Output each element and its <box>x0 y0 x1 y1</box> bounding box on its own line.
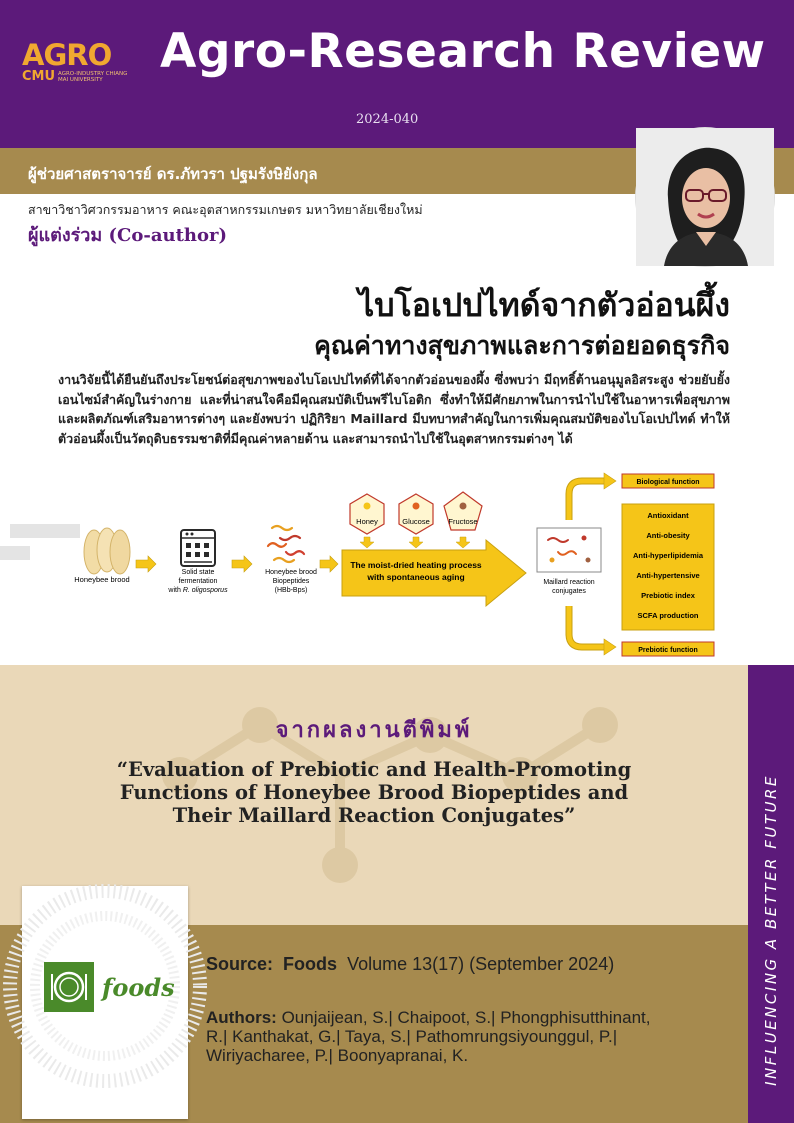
author-affiliation: สาขาวิชาวิศวกรรมอาหาร คณะอุตสาหกรรมเกษตร มหาวิทยาลัยเชียงใหม่ <box>28 202 423 217</box>
paper-title-line: Their Maillard Reaction Conjugates” <box>172 804 576 827</box>
paper-title <box>74 758 674 827</box>
tagline: INFLUENCING A BETTER FUTURE <box>762 774 780 1086</box>
decorative-bar <box>0 546 30 560</box>
step-biopeptides-line3: (HBb-Bps) <box>274 587 308 594</box>
logo-subtext: AGRO-INDUSTRY CHIANG MAI UNIVERSITY <box>58 71 128 83</box>
decorative-bar <box>10 524 80 538</box>
function-item: Anti-obesity <box>646 531 690 540</box>
sugar-glucose-label: Glucose <box>402 517 430 526</box>
function-item: Prebiotic index <box>641 591 695 600</box>
authors-block <box>206 1008 676 1065</box>
step-fermentation-line1: Solid state <box>181 569 215 576</box>
source-label: Source: <box>206 954 274 974</box>
authors-text: Ounjaijean, S.| Chaipoot, S.| Phongphisutthinant, R.| Kanthakat, G.| Taya, S.| Pathomrungsiyounggul, P.| Wiriyacharee, P.| Boonyapranai, K. <box>206 1008 651 1065</box>
biological-function-label: Biological function <box>636 479 700 486</box>
headline-main: ไบโอเปปไทด์จากตัวอ่อนผึ้ง <box>358 286 730 324</box>
conjugates-label-line2: conjugates <box>552 588 586 595</box>
author-photo <box>636 128 774 266</box>
publication-label: จากผลงานตีพิมพ์ <box>275 718 473 743</box>
function-item: SCFA production <box>637 611 699 620</box>
process-label-line1: The moist-dried heating process <box>350 560 482 570</box>
source-line <box>206 954 614 975</box>
conjugates-box <box>537 528 601 572</box>
conjugates-label-line1: Maillard reaction <box>543 579 595 586</box>
sugar-honey-label: Honey <box>356 517 378 526</box>
foods-logo-icon <box>44 962 94 1012</box>
abstract-text: งานวิจัยนี้ได้ยืนยันถึงประโยชน์ต่อสุขภาพของไบโอเปปไทด์ที่ได้จากตัวอ่อนของผึ้ง ซึ่งพบว่า มีฤทธิ์ต้านอนุมูลอิสระสูง ช่วยยับยั้งเอนไซม์สำคัญในร่างกาย และที่น่าสนใจคือมีคุณสมบัติเป็นพรีไบโอติก ซึ่งทำให้มีศักยภาพในการนำไปใช้ในอาหารเพื่อสุขภาพและผลิตภัณฑ์เสริมอาหารต่างๆ และยังพบว่า ปฏิกิริยา Maillard มีบทบาทสำคัญในการเพิ่มคุณสมบัติของไบโอเปปไทด์ ทำให้ตัวอ่อนผึ้งเป็นวัตถุดิบธรรมชาติที่มีคุณค่าหลายด้าน และสามารถนำไปใช้ในอุตสาหกรรมต่างๆ ได้ <box>58 372 730 446</box>
journal-logo-text: foods <box>102 973 175 1002</box>
step-biopeptides-line1: Honeybee brood <box>265 569 317 576</box>
prebiotic-function-label: Prebiotic function <box>638 647 698 654</box>
issue-number: 2024-040 <box>356 112 419 127</box>
page-title: Agro-Research Review <box>160 24 766 79</box>
fermenter-icon <box>181 530 215 566</box>
step-biopeptides-line2: Biopeptides <box>272 578 310 585</box>
authors-label: Authors: <box>206 1008 277 1027</box>
sugar-fructose-label: Fructose <box>448 517 478 526</box>
author-role: ผู้แต่งร่วม (Co-author) <box>28 225 228 246</box>
author-name: ผู้ช่วยศาสตราจารย์ ดร.ภัทวรา ปฐมรังษิยังกุล <box>28 165 318 183</box>
headline-sub: คุณค่าทางสุขภาพและการต่อยอดธุรกิจ <box>314 331 730 360</box>
function-item: Antioxidant <box>647 511 689 520</box>
paper-title-line: “Evaluation of Prebiotic and Health-Promoting <box>116 758 632 781</box>
function-item: Anti-hyperlipidemia <box>632 551 704 560</box>
step-fermentation-line3: with R. oligosporus <box>168 587 228 594</box>
step-fermentation-line2: fermentation <box>178 578 218 585</box>
logo-main-text: AGRO <box>22 38 112 72</box>
process-label-line2: with spontaneous aging <box>367 572 465 582</box>
paper-title-line: Functions of Honeybee Brood Biopeptides and <box>119 781 629 804</box>
journal-cover <box>22 886 188 1119</box>
process-diagram <box>74 472 748 660</box>
function-item: Anti-hypertensive <box>636 571 700 580</box>
honeybee-brood-icon <box>84 528 130 574</box>
source-journal: Foods <box>283 954 338 974</box>
step-honeybee-brood: Honeybee brood <box>74 575 130 584</box>
logo-abbr: CMU <box>22 69 56 84</box>
source-detail: Volume 13(17) (September 2024) <box>347 954 615 974</box>
portrait-illustration <box>636 128 774 266</box>
agro-cmu-logo <box>22 40 140 100</box>
